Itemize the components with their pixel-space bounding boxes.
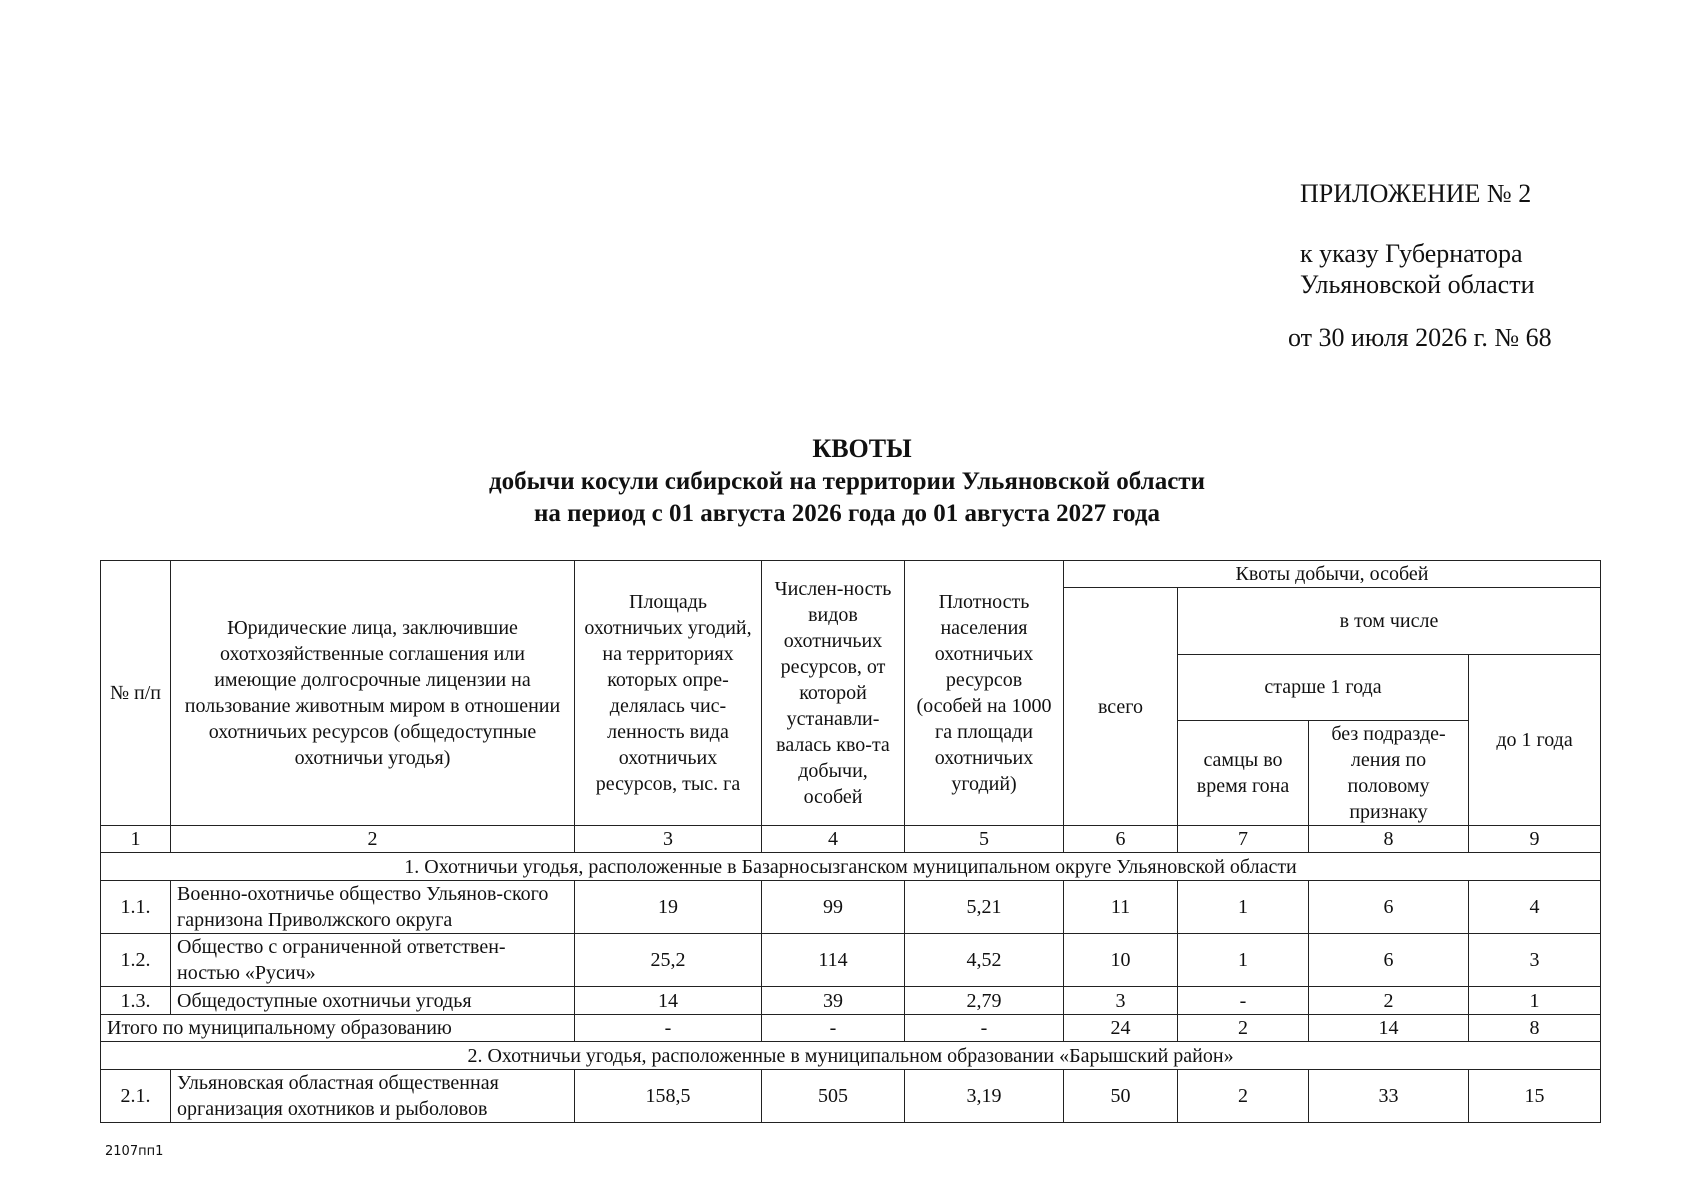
quota-table (100, 560, 1601, 1123)
title-main: КВОТЫ (812, 434, 912, 463)
header-row-1 (101, 561, 1601, 588)
row-young: 4 (1469, 881, 1601, 934)
row-number: 1.3. (101, 987, 171, 1015)
row-entity: Ульяновская областная общественная организация охотников и рыболовов (171, 1070, 575, 1123)
row-count: 505 (762, 1070, 905, 1123)
row-total: 10 (1064, 934, 1178, 987)
row-total: 11 (1064, 881, 1178, 934)
total-quota: 24 (1064, 1015, 1178, 1042)
column-number: 5 (905, 826, 1064, 853)
row-density: 4,52 (905, 934, 1064, 987)
row-density: 5,21 (905, 881, 1064, 934)
column-number: 1 (101, 826, 171, 853)
row-males: 1 (1178, 881, 1309, 934)
header-including: в том числе (1178, 588, 1601, 655)
row-entity: Общество с ограниченной ответствен-ностью «Русич» (171, 934, 575, 987)
appendix-line2: Ульяновской области (1300, 270, 1535, 299)
footer-code: 2107пп1 (105, 1144, 164, 1159)
table-row (101, 934, 1601, 987)
header-density: Плотность населения охотничьих ресурсов (особей на 1000 га площади охотничьих угодий) (905, 561, 1064, 826)
header-entities: Юридические лица, заключившие охотхозяйственные соглашения или имеющие долгосрочные лицензии на пользование животным миром в отношении охотничьих ресурсов (общедоступные охотничьи угодья) (171, 561, 575, 826)
header-total: всего (1064, 588, 1178, 826)
row-count: 114 (762, 934, 905, 987)
row-density: 2,79 (905, 987, 1064, 1015)
total-density: - (905, 1015, 1064, 1042)
total-nosex: 14 (1309, 1015, 1469, 1042)
column-number: 9 (1469, 826, 1601, 853)
section-2-title: 2. Охотничьи угодья, расположенные в муниципальном образовании «Барышский район» (101, 1042, 1601, 1070)
appendix-block (1288, 178, 1600, 353)
row-males: - (1178, 987, 1309, 1015)
column-number: 3 (575, 826, 762, 853)
row-density: 3,19 (905, 1070, 1064, 1123)
header-nosex: без подразде-ления по половому признаку (1309, 721, 1469, 826)
row-entity: Военно-охотничье общество Ульянов-ского гарнизона Приволжского округа (171, 881, 575, 934)
section-1-title: 1. Охотничьи угодья, расположенные в Базарносызганском муниципальном округе Ульяновской области (101, 853, 1601, 881)
total-label: Итого по муниципальному образованию (101, 1015, 575, 1042)
row-nosex: 6 (1309, 881, 1469, 934)
total-young: 8 (1469, 1015, 1601, 1042)
section-2-header (101, 1042, 1601, 1070)
title-sub2: на период с 01 августа 2026 года до 01 августа 2027 года (534, 500, 1160, 527)
total-count: - (762, 1015, 905, 1042)
row-area: 158,5 (575, 1070, 762, 1123)
header-older: старше 1 года (1178, 654, 1469, 721)
section-1-header (101, 853, 1601, 881)
header-area: Площадь охотничьих угодий, на территориях которых опре-делялась чис-ленность вида охотничьих ресурсов, тыс. га (575, 561, 762, 826)
table-row (101, 1070, 1601, 1123)
row-males: 2 (1178, 1070, 1309, 1123)
document-title (0, 432, 1694, 530)
row-young: 1 (1469, 987, 1601, 1015)
row-count: 99 (762, 881, 905, 934)
row-young: 15 (1469, 1070, 1601, 1123)
appendix-number: ПРИЛОЖЕНИЕ № 2 (1300, 179, 1532, 208)
row-young: 3 (1469, 934, 1601, 987)
title-sub1: добычи косули сибирской на территории Ульяновской области (488, 468, 1205, 495)
table-row (101, 987, 1601, 1015)
section-1-total-row (101, 1015, 1601, 1042)
row-number: 1.2. (101, 934, 171, 987)
row-number: 2.1. (101, 1070, 171, 1123)
row-total: 3 (1064, 987, 1178, 1015)
row-nosex: 6 (1309, 934, 1469, 987)
row-area: 25,2 (575, 934, 762, 987)
row-count: 39 (762, 987, 905, 1015)
header-quota: Квоты добычи, особей (1064, 561, 1601, 588)
total-area: - (575, 1015, 762, 1042)
column-number: 7 (1178, 826, 1309, 853)
header-no: № п/п (101, 561, 171, 826)
column-number: 2 (171, 826, 575, 853)
appendix-date: от 30 июля 2026 г. № 68 (1288, 323, 1552, 352)
row-males: 1 (1178, 934, 1309, 987)
column-number: 6 (1064, 826, 1178, 853)
row-entity: Общедоступные охотничьи угодья (171, 987, 575, 1015)
column-number-row (101, 826, 1601, 853)
header-males: самцы во время гона (1178, 721, 1309, 826)
row-nosex: 33 (1309, 1070, 1469, 1123)
row-number: 1.1. (101, 881, 171, 934)
total-males: 2 (1178, 1015, 1309, 1042)
row-area: 14 (575, 987, 762, 1015)
row-total: 50 (1064, 1070, 1178, 1123)
column-number: 4 (762, 826, 905, 853)
table-row (101, 881, 1601, 934)
row-nosex: 2 (1309, 987, 1469, 1015)
header-count: Числен-ность видов охотничьих ресурсов, от которой устанавли-валась кво-та добычи, особей (762, 561, 905, 826)
appendix-line1: к указу Губернатора (1300, 239, 1523, 268)
header-young: до 1 года (1469, 654, 1601, 826)
column-number: 8 (1309, 826, 1469, 853)
row-area: 19 (575, 881, 762, 934)
